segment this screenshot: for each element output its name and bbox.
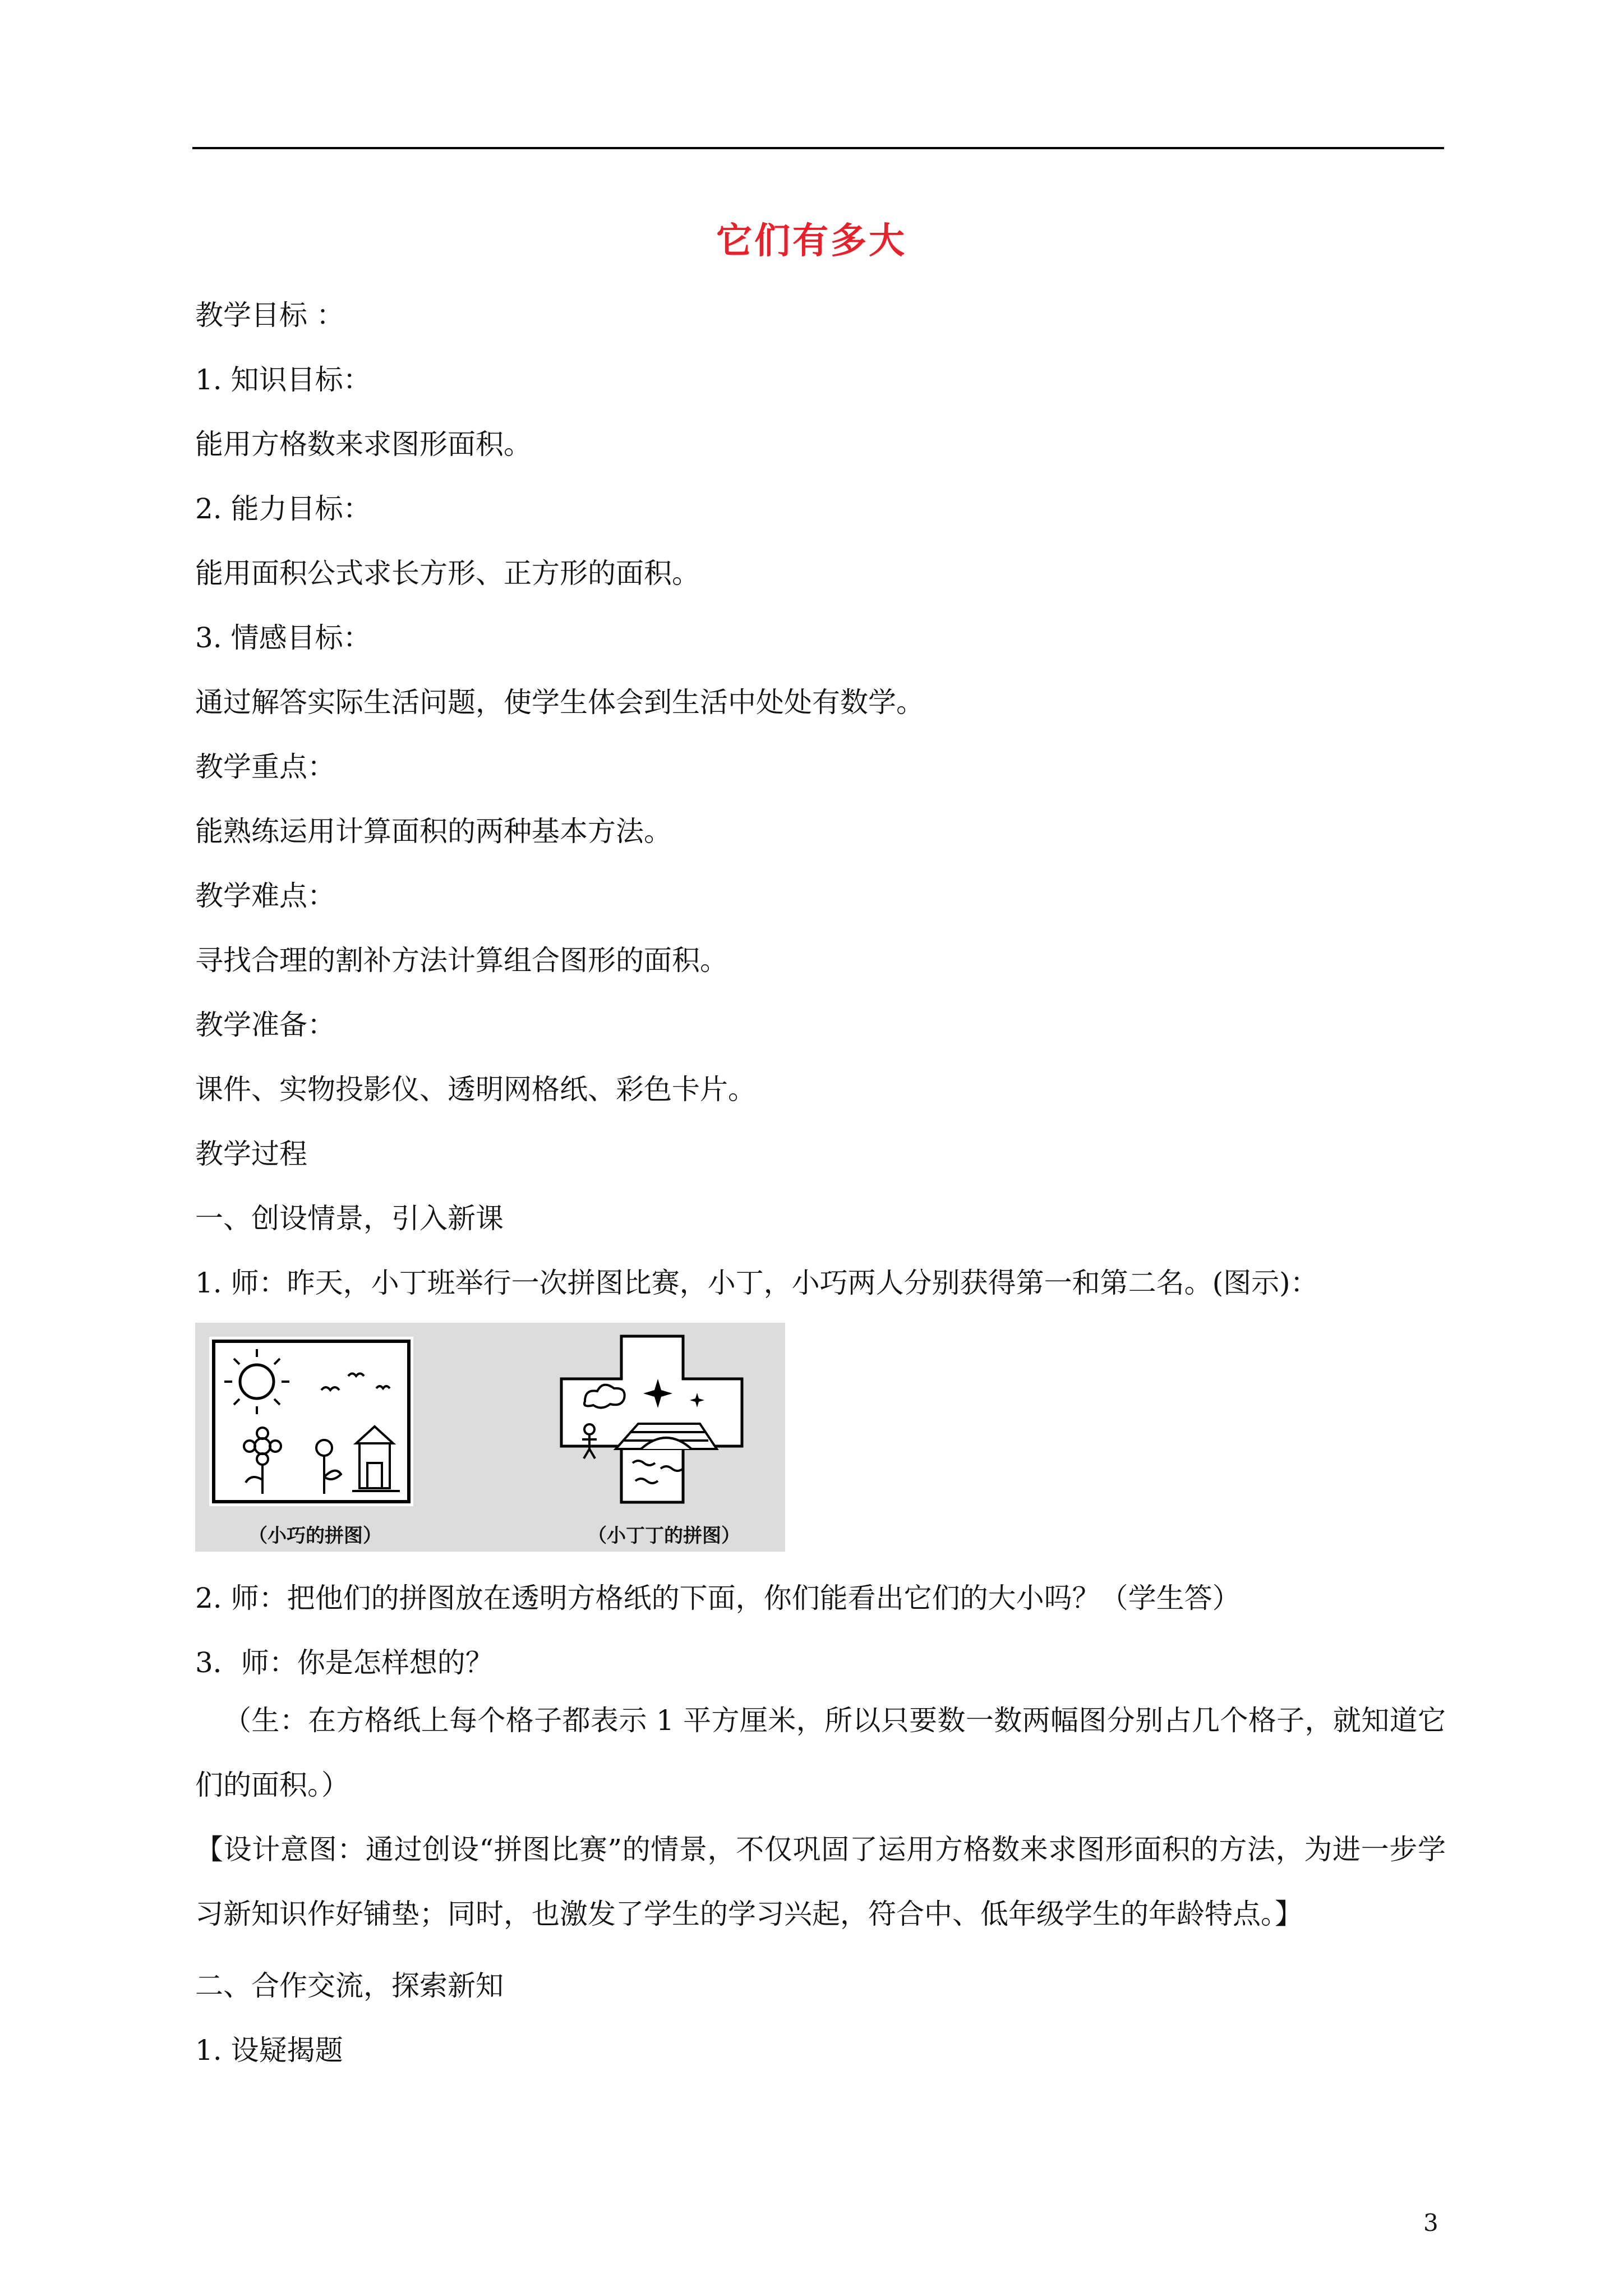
text-line: 能熟练运用计算面积的两种基本方法。 — [195, 815, 672, 848]
text-line: 教学过程 — [195, 1138, 307, 1170]
text-line: 1. 知识目标： — [195, 364, 371, 396]
text-line: 教学准备： — [195, 1009, 335, 1041]
text-line: 教学目标 ： — [195, 299, 344, 332]
xiaoqiao-puzzle-image — [209, 1337, 413, 1506]
puzzle-figure — [195, 1323, 785, 1552]
text-line: 1. 设疑揭题 — [195, 2034, 343, 2067]
text-line: 一、创设情景，引入新课 — [195, 1202, 504, 1235]
text-line: 教学难点： — [195, 880, 335, 912]
page-number: 3 — [1423, 2209, 1438, 2237]
text-line: 2. 能力目标： — [195, 493, 371, 525]
page-title: 它们有多大 — [716, 220, 907, 262]
caption-right: （小丁丁的拼图） — [588, 1525, 740, 1547]
text-line: 通过解答实际生活问题，使学生体会到生活中处处有数学。 — [195, 686, 924, 719]
text-line: 教学重点： — [195, 751, 335, 783]
text-line: 1. 师：昨天，小丁班举行一次拼图比赛，小丁，小巧两人分别获得第一和第二名。(图示)： — [195, 1267, 1318, 1299]
text-line: 能用面积公式求长方形、正方形的面积。 — [195, 557, 700, 590]
header-rule — [192, 147, 1444, 149]
xiaodingding-puzzle-image — [557, 1334, 748, 1505]
design-intent: 【设计意图：通过创设“拼图比赛”的情景，不仅巩固了运用方格数来求图形面积的方法，为进一步学习新知识作好铺垫；同时，也激发了学生的学习兴起，符合中、低年级学生的年龄特点。】 — [195, 1833, 1446, 1930]
caption-left: （小巧的拼图） — [248, 1525, 382, 1547]
section-heading: 二、合作交流，探索新知 — [195, 1970, 504, 2002]
text-line: 3．师：你是怎样想的？ — [195, 1646, 494, 1679]
text-line: 课件、实物投影仪、透明网格纸、彩色卡片。 — [195, 1073, 756, 1106]
text-line: 3. 情感目标： — [195, 622, 371, 654]
text-line: 能用方格数来求图形面积。 — [195, 428, 532, 461]
text-line: 2. 师：把他们的拼图放在透明方格纸的下面，你们能看出它们的大小吗？（学生答） — [195, 1582, 1241, 1614]
text-line: 寻找合理的割补方法计算组合图形的面积。 — [195, 944, 728, 977]
student-answer: （生：在方格纸上每个格子都表示 1 平方厘米，所以只要数一数两幅图分别占几个格子，就知道它们的面积。） — [195, 1704, 1446, 1801]
